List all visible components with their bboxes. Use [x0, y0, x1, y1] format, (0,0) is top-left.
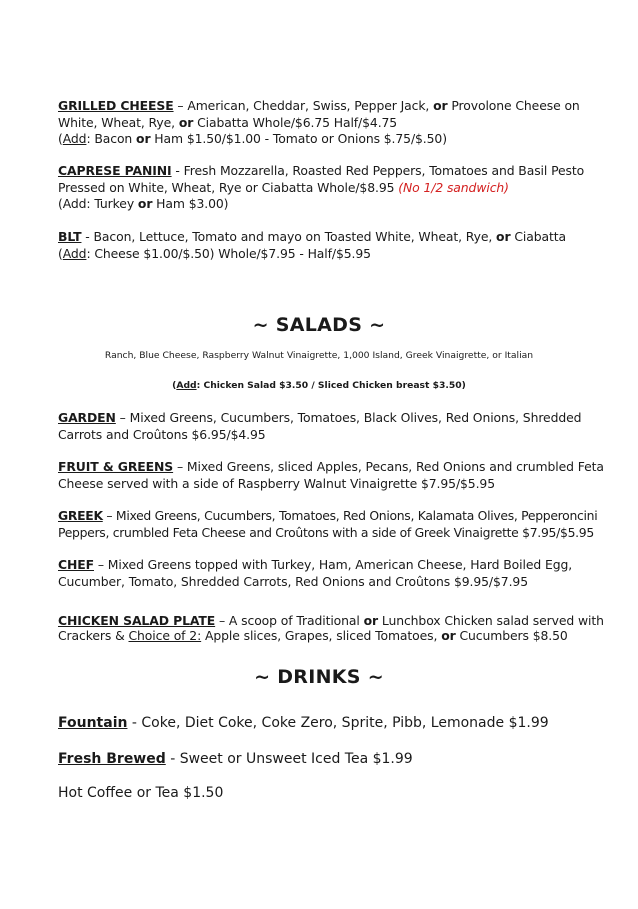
chicken-plate-desc-end: Lunchbox Chicken salad served with	[378, 613, 604, 628]
grilled-cheese-addons-end: Ham $1.50/$1.00 - Tomato or Onions $.75/$.50)	[150, 131, 447, 147]
chef-desc-2: Cucumber, Tomato, Shredded Carrots, Red Onions and Croûtons $9.95/$7.95	[58, 573, 528, 589]
add-word: Add	[62, 245, 87, 261]
chicken-plate-desc: – A scoop of Traditional	[215, 613, 364, 628]
caprese-line-2	[58, 180, 584, 197]
or-word: or	[433, 98, 448, 113]
grilled-cheese-item	[58, 98, 580, 148]
salad-addons	[0, 380, 638, 391]
or-word: or	[441, 628, 456, 643]
greek-desc-2: Peppers, crumbled Feta Cheese and Croûtons with a side of Greek Vinaigrette $7.95/$5.95	[58, 524, 594, 540]
grilled-cheese-line-1	[58, 98, 580, 115]
or-word: or	[136, 131, 151, 147]
paren: (	[172, 380, 177, 391]
chicken-plate-crackers: Crackers &	[58, 628, 129, 643]
caprese-note: (No 1/2 sandwich)	[398, 179, 509, 195]
grilled-cheese-line-3	[58, 131, 580, 148]
greek-desc: – Mixed Greens, Cucumbers, Tomatoes, Red Onions, Kalamata Olives, Pepperoncini	[102, 508, 598, 523]
caprese-desc: - Fresh Mozzarella, Roasted Red Peppers, Tomatoes and Basil Pesto	[171, 163, 585, 178]
caprese-line-3	[58, 196, 584, 213]
fresh-brewed-title: Fresh Brewed	[58, 751, 166, 767]
dressing-list: Ranch, Blue Cheese, Raspberry Walnut Vinaigrette, 1,000 Island, Greek Vinaigrette, or Italian	[104, 350, 534, 361]
fruit-greens-desc-2: Cheese served with a side of Raspberry Walnut Vinaigrette $7.95/$5.95	[58, 475, 495, 491]
fruit-greens-title: FRUIT & GREENS	[58, 459, 174, 474]
or-word: or	[137, 196, 153, 212]
chicken-salad-plate-item	[58, 613, 604, 643]
or-word: or	[178, 114, 194, 130]
chicken-plate-price: Cucumbers $8.50	[455, 628, 568, 643]
chicken-plate-choices: Apple slices, Grapes, sliced Tomatoes,	[201, 628, 442, 643]
blt-title: BLT	[58, 229, 82, 244]
caprese-price: Pressed on White, Wheat, Rye or Ciabatta Whole/$8.95	[58, 179, 399, 195]
caprese-addon-end: Ham $3.00)	[152, 196, 229, 212]
salads-heading: ~ SALADS ~	[252, 314, 386, 336]
garden-desc-2: Carrots and Croûtons $6.95/$4.95	[58, 426, 266, 442]
chef-title: CHEF	[58, 557, 94, 572]
blt-line-1	[58, 229, 566, 246]
chef-salad-item	[58, 557, 572, 590]
grilled-cheese-line-2	[58, 115, 580, 132]
paren: (	[58, 245, 63, 261]
garden-desc: – Mixed Greens, Cucumbers, Tomatoes, Black Olives, Red Onions, Shredded	[115, 410, 582, 425]
caprese-addon: (Add: Turkey	[58, 196, 138, 212]
grilled-cheese-addons: : Bacon	[86, 131, 137, 147]
grilled-cheese-price: Ciabatta Whole/$6.75 Half/$4.75	[193, 114, 398, 130]
caprese-panini-item	[58, 163, 584, 213]
add-word: Add	[62, 131, 87, 147]
paren: (	[58, 131, 63, 147]
chef-desc: – Mixed Greens topped with Turkey, Ham, American Cheese, Hard Boiled Egg,	[94, 557, 573, 572]
fresh-brewed-desc: - Sweet or Unsweet Iced Tea $1.99	[165, 751, 413, 767]
blt-price: : Cheese $1.00/$.50) Whole/$7.95 - Half/$5.95	[86, 245, 371, 261]
grilled-cheese-desc: – American, Cheddar, Swiss, Pepper Jack,	[173, 98, 434, 113]
caprese-title: CAPRESE PANINI	[58, 163, 172, 178]
fountain-title: Fountain	[58, 715, 128, 731]
garden-title: GARDEN	[58, 410, 116, 425]
or-word: or	[363, 613, 379, 628]
or-word: or	[496, 229, 511, 244]
greek-title: GREEK	[58, 508, 103, 523]
garden-salad-item	[58, 410, 581, 443]
grilled-cheese-desc-end: Provolone Cheese on	[447, 98, 580, 113]
fountain-desc: - Coke, Diet Coke, Coke Zero, Sprite, Pibb, Lemonade $1.99	[127, 715, 549, 731]
blt-line-2	[58, 246, 566, 263]
blt-desc: - Bacon, Lettuce, Tomato and mayo on Toasted White, Wheat, Rye,	[81, 229, 497, 244]
chicken-salad-plate-title: CHICKEN SALAD PLATE	[58, 613, 216, 628]
caprese-line-1	[58, 163, 584, 180]
choice-label: Choice of 2:	[128, 628, 202, 643]
drinks-heading: ~ DRINKS ~	[254, 666, 384, 688]
grilled-cheese-title: GRILLED CHEESE	[58, 98, 174, 113]
add-word: Add	[176, 380, 197, 391]
fountain-item	[58, 715, 549, 731]
grilled-cheese-breads: White, Wheat, Rye,	[58, 114, 179, 130]
fruit-greens-desc: – Mixed Greens, sliced Apples, Pecans, Red Onions and crumbled Feta	[173, 459, 604, 474]
salad-addons-text: : Chicken Salad $3.50 / Sliced Chicken breast $3.50)	[196, 380, 466, 391]
greek-salad-item	[58, 508, 597, 541]
hot-coffee-item: Hot Coffee or Tea $1.50	[58, 785, 224, 801]
fresh-brewed-item	[58, 751, 413, 767]
blt-desc-end: Ciabatta	[510, 229, 566, 244]
blt-item	[58, 229, 566, 262]
fruit-greens-item	[58, 459, 604, 492]
